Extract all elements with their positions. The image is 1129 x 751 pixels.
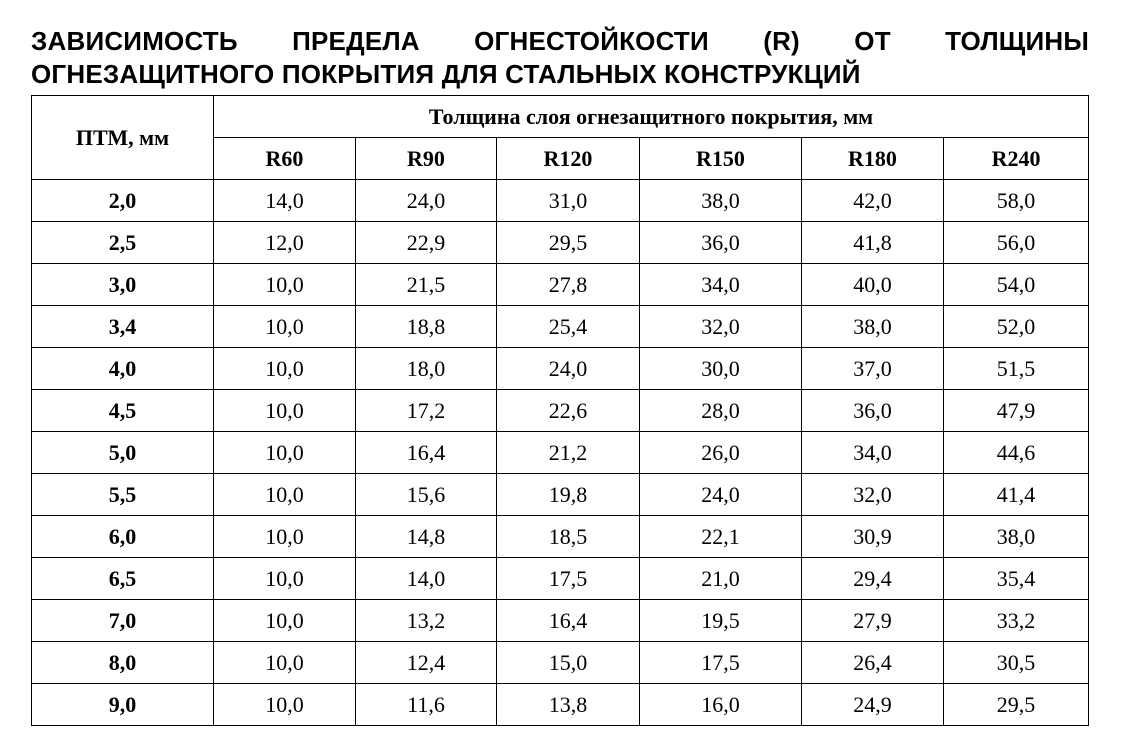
ptm-value-cell: 7,0 <box>32 600 214 642</box>
thickness-value-cell: 17,5 <box>497 558 640 600</box>
table-row <box>32 516 1089 558</box>
table-row <box>32 684 1089 726</box>
thickness-value-cell: 22,9 <box>356 222 497 264</box>
table-row <box>32 600 1089 642</box>
thickness-value-cell: 10,0 <box>214 600 356 642</box>
thickness-value-cell: 32,0 <box>802 474 944 516</box>
thickness-value-cell: 26,4 <box>802 642 944 684</box>
ptm-value-cell: 4,5 <box>32 390 214 432</box>
thickness-value-cell: 38,0 <box>944 516 1089 558</box>
thickness-value-cell: 24,0 <box>497 348 640 390</box>
thickness-value-cell: 22,6 <box>497 390 640 432</box>
thickness-value-cell: 17,2 <box>356 390 497 432</box>
ptm-value-cell: 5,5 <box>32 474 214 516</box>
thickness-value-cell: 27,8 <box>497 264 640 306</box>
thickness-value-cell: 36,0 <box>640 222 802 264</box>
thickness-value-cell: 10,0 <box>214 474 356 516</box>
thickness-value-cell: 21,5 <box>356 264 497 306</box>
table-row <box>32 390 1089 432</box>
title-word: ТОЛЩИНЫ <box>945 26 1089 56</box>
table-row <box>32 222 1089 264</box>
thickness-value-cell: 10,0 <box>214 390 356 432</box>
thickness-value-cell: 30,0 <box>640 348 802 390</box>
thickness-value-cell: 24,0 <box>356 180 497 222</box>
thickness-value-cell: 26,0 <box>640 432 802 474</box>
table-row <box>32 432 1089 474</box>
thickness-value-cell: 10,0 <box>214 558 356 600</box>
thickness-value-cell: 28,0 <box>640 390 802 432</box>
thickness-value-cell: 33,2 <box>944 600 1089 642</box>
table-row <box>32 348 1089 390</box>
thickness-value-cell: 13,2 <box>356 600 497 642</box>
thickness-value-cell: 14,8 <box>356 516 497 558</box>
thickness-value-cell: 38,0 <box>802 306 944 348</box>
thickness-value-cell: 22,1 <box>640 516 802 558</box>
thickness-value-cell: 16,0 <box>640 684 802 726</box>
thickness-value-cell: 19,8 <box>497 474 640 516</box>
ptm-column-header: ПТМ, мм <box>32 96 214 180</box>
thickness-value-cell: 29,5 <box>497 222 640 264</box>
thickness-value-cell: 21,2 <box>497 432 640 474</box>
thickness-value-cell: 47,9 <box>944 390 1089 432</box>
thickness-value-cell: 32,0 <box>640 306 802 348</box>
thickness-value-cell: 16,4 <box>497 600 640 642</box>
table-row <box>32 306 1089 348</box>
thickness-value-cell: 19,5 <box>640 600 802 642</box>
thickness-value-cell: 13,8 <box>497 684 640 726</box>
ptm-value-cell: 3,4 <box>32 306 214 348</box>
document-title <box>31 25 1089 91</box>
title-word: ПРЕДЕЛА <box>292 26 420 56</box>
thickness-value-cell: 44,6 <box>944 432 1089 474</box>
ptm-value-cell: 5,0 <box>32 432 214 474</box>
column-header-r90: R90 <box>356 138 497 180</box>
thickness-value-cell: 10,0 <box>214 684 356 726</box>
column-header-r150: R150 <box>640 138 802 180</box>
thickness-value-cell: 51,5 <box>944 348 1089 390</box>
table-row <box>32 474 1089 516</box>
title-word: ЗАВИСИМОСТЬ <box>31 26 238 56</box>
ptm-value-cell: 6,5 <box>32 558 214 600</box>
thickness-value-cell: 10,0 <box>214 432 356 474</box>
thickness-value-cell: 37,0 <box>802 348 944 390</box>
title-word: (R) <box>763 26 800 56</box>
ptm-value-cell: 3,0 <box>32 264 214 306</box>
thickness-value-cell: 14,0 <box>356 558 497 600</box>
column-header-r240: R240 <box>944 138 1089 180</box>
title-word: ОГНЕСТОЙКОСТИ <box>474 26 709 56</box>
column-header-r180: R180 <box>802 138 944 180</box>
thickness-value-cell: 10,0 <box>214 348 356 390</box>
thickness-value-cell: 30,9 <box>802 516 944 558</box>
thickness-value-cell: 24,9 <box>802 684 944 726</box>
thickness-value-cell: 24,0 <box>640 474 802 516</box>
table-row <box>32 264 1089 306</box>
thickness-value-cell: 41,4 <box>944 474 1089 516</box>
thickness-value-cell: 34,0 <box>802 432 944 474</box>
title-word: ОТ <box>854 26 891 56</box>
thickness-value-cell: 27,9 <box>802 600 944 642</box>
thickness-value-cell: 15,0 <box>497 642 640 684</box>
thickness-value-cell: 11,6 <box>356 684 497 726</box>
table-row <box>32 558 1089 600</box>
thickness-value-cell: 41,8 <box>802 222 944 264</box>
ptm-value-cell: 8,0 <box>32 642 214 684</box>
table-body <box>32 180 1089 726</box>
table-row <box>32 180 1089 222</box>
fire-resistance-table <box>31 95 1089 726</box>
thickness-value-cell: 29,4 <box>802 558 944 600</box>
column-header-r60: R60 <box>214 138 356 180</box>
column-header-r120: R120 <box>497 138 640 180</box>
thickness-value-cell: 18,5 <box>497 516 640 558</box>
thickness-value-cell: 17,5 <box>640 642 802 684</box>
ptm-value-cell: 6,0 <box>32 516 214 558</box>
thickness-value-cell: 12,4 <box>356 642 497 684</box>
thickness-value-cell: 10,0 <box>214 642 356 684</box>
title-line-1 <box>31 25 1089 58</box>
thickness-value-cell: 36,0 <box>802 390 944 432</box>
thickness-value-cell: 10,0 <box>214 516 356 558</box>
thickness-value-cell: 21,0 <box>640 558 802 600</box>
ptm-value-cell: 2,5 <box>32 222 214 264</box>
ptm-value-cell: 4,0 <box>32 348 214 390</box>
thickness-value-cell: 52,0 <box>944 306 1089 348</box>
thickness-value-cell: 10,0 <box>214 264 356 306</box>
thickness-value-cell: 25,4 <box>497 306 640 348</box>
thickness-value-cell: 18,0 <box>356 348 497 390</box>
thickness-value-cell: 29,5 <box>944 684 1089 726</box>
table-row <box>32 642 1089 684</box>
thickness-group-header: Толщина слоя огнезащитного покрытия, мм <box>214 96 1089 138</box>
thickness-value-cell: 38,0 <box>640 180 802 222</box>
thickness-value-cell: 10,0 <box>214 306 356 348</box>
thickness-value-cell: 34,0 <box>640 264 802 306</box>
thickness-value-cell: 31,0 <box>497 180 640 222</box>
ptm-value-cell: 2,0 <box>32 180 214 222</box>
thickness-value-cell: 54,0 <box>944 264 1089 306</box>
thickness-value-cell: 18,8 <box>356 306 497 348</box>
thickness-value-cell: 12,0 <box>214 222 356 264</box>
thickness-value-cell: 56,0 <box>944 222 1089 264</box>
thickness-value-cell: 42,0 <box>802 180 944 222</box>
thickness-value-cell: 16,4 <box>356 432 497 474</box>
thickness-value-cell: 35,4 <box>944 558 1089 600</box>
thickness-value-cell: 40,0 <box>802 264 944 306</box>
thickness-value-cell: 15,6 <box>356 474 497 516</box>
header-row-group <box>32 96 1089 138</box>
thickness-value-cell: 14,0 <box>214 180 356 222</box>
ptm-value-cell: 9,0 <box>32 684 214 726</box>
thickness-value-cell: 30,5 <box>944 642 1089 684</box>
title-line-2: ОГНЕЗАЩИТНОГО ПОКРЫТИЯ ДЛЯ СТАЛЬНЫХ КОНСТРУКЦИЙ <box>31 59 861 89</box>
thickness-value-cell: 58,0 <box>944 180 1089 222</box>
